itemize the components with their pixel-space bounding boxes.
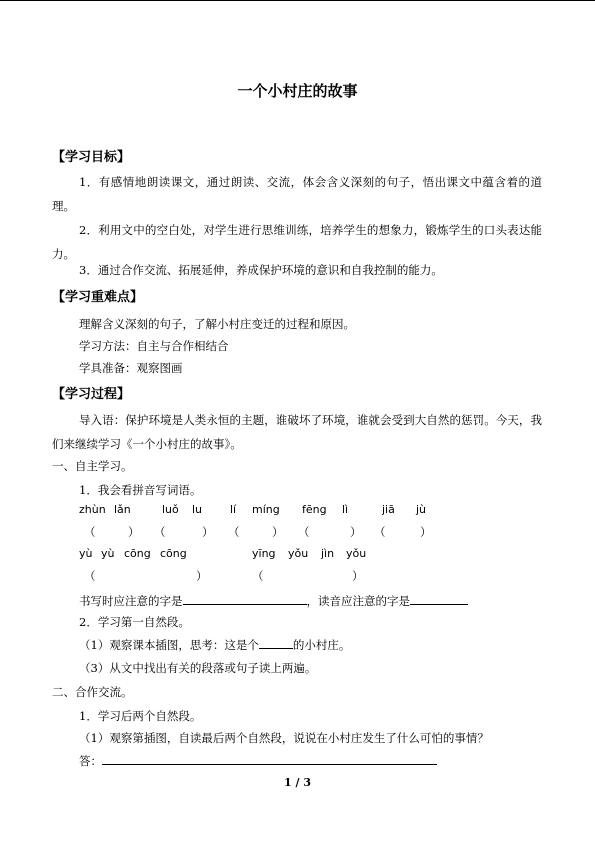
paren-close: ） (196, 569, 208, 583)
question-3: （3）从文中找出有关的段落或句子读上两遍。 (79, 661, 317, 675)
pinyin: fēng (302, 503, 327, 516)
paren-open: （ (228, 525, 240, 539)
intro-text: 导入语：保护环境是人类永恒的主题，谁破坏了环境，谁就会受到大自然的惩罚。今天，我们来继续学习《一个小村庄的故事》。 (52, 413, 542, 451)
pinyin: jiā (382, 503, 395, 516)
pinyin: luǒ (162, 503, 179, 516)
page-number: 1 / 3 (284, 776, 311, 789)
study-tools: 学具准备：观察图画 (79, 361, 183, 375)
pinyin: yù (79, 547, 93, 560)
study-method: 学习方法：自主与合作相结合 (79, 339, 229, 353)
paren-close: ） (128, 525, 140, 539)
paren-close: ） (420, 525, 432, 539)
answer-blank[interactable] (183, 592, 307, 605)
pinyin: míng (252, 503, 280, 516)
writing-note-label: 书写时应注意的字是 (79, 594, 183, 608)
pinyin: cōng (160, 547, 187, 560)
pinyin: jù (416, 503, 427, 516)
pinyin: lǎn (114, 503, 131, 516)
writing-note (79, 592, 468, 609)
goal-3: 3．通过合作交流、拓展延伸，养成保护环境的意识和自我控制的能力。 (79, 263, 443, 277)
pinyin: yīng (252, 547, 276, 560)
paren-close: ） (202, 525, 214, 539)
pinyin: yǒu (346, 547, 367, 560)
paren-close: ） (272, 525, 284, 539)
page-title: 一个小村庄的故事 (237, 82, 358, 100)
item-2: 2．学习第一自然段。 (79, 615, 190, 629)
question-2-1: （1）观察第插图，自读最后两个自然段，说说在小村庄发生了什么可怕的事情？ (79, 731, 489, 745)
paren-open: （ (154, 525, 166, 539)
process-heading: 【学习过程】 (52, 387, 131, 402)
pinyin: lí (230, 503, 237, 516)
paren-open: （ (84, 525, 96, 539)
page-top-rule (0, 0, 595, 1)
pinyin: zhùn (79, 503, 106, 516)
part-1-title: 一、自主学习。 (52, 459, 133, 473)
item-2-1: 1．学习后两个自然段。 (79, 709, 202, 723)
goal-2: 2．利用文中的空白处，对学生进行思维训练，培养学生的想象力，锻炼学生的口头表达能力。 (52, 223, 542, 261)
part-2-title: 二、合作交流。 (52, 685, 133, 699)
pinyin: jìn (321, 547, 335, 560)
pinyin: cōng (124, 547, 151, 560)
paren-close: ） (350, 525, 362, 539)
key-points-heading: 【学习重难点】 (52, 290, 144, 305)
pinyin: yǒu (288, 547, 309, 560)
paren-open: （ (84, 569, 96, 583)
answer-line (79, 752, 437, 769)
item-1: 1．我会看拼音写词语。 (79, 483, 202, 497)
answer-blank[interactable] (102, 752, 437, 765)
pinyin: lu (192, 503, 203, 516)
key-point: 理解含义深刻的句子，了解小村庄变迁的过程和原因。 (79, 317, 355, 331)
answer-blank[interactable] (259, 636, 293, 649)
paren-open: （ (298, 525, 310, 539)
paren-open: （ (374, 525, 386, 539)
goal-1: 1．有感情地朗读课文，通过朗读、交流，体会含义深刻的句子，悟出课文中蕴含着的道理。 (52, 175, 542, 213)
question-1-text: （1）观察课本插图，思考：这是个 (79, 638, 259, 652)
question-1-suffix: 的小村庄。 (292, 638, 351, 652)
answer-blank[interactable] (410, 592, 468, 605)
question-1 (79, 636, 350, 653)
answer-label: 答： (79, 754, 102, 768)
pinyin: lì (342, 503, 349, 516)
pinyin: yù (101, 547, 115, 560)
pronunciation-note-label: ，读音应注意的字是 (306, 594, 410, 608)
goals-heading: 【学习目标】 (52, 150, 131, 165)
paren-open: （ (252, 569, 264, 583)
paren-close: ） (352, 569, 364, 583)
